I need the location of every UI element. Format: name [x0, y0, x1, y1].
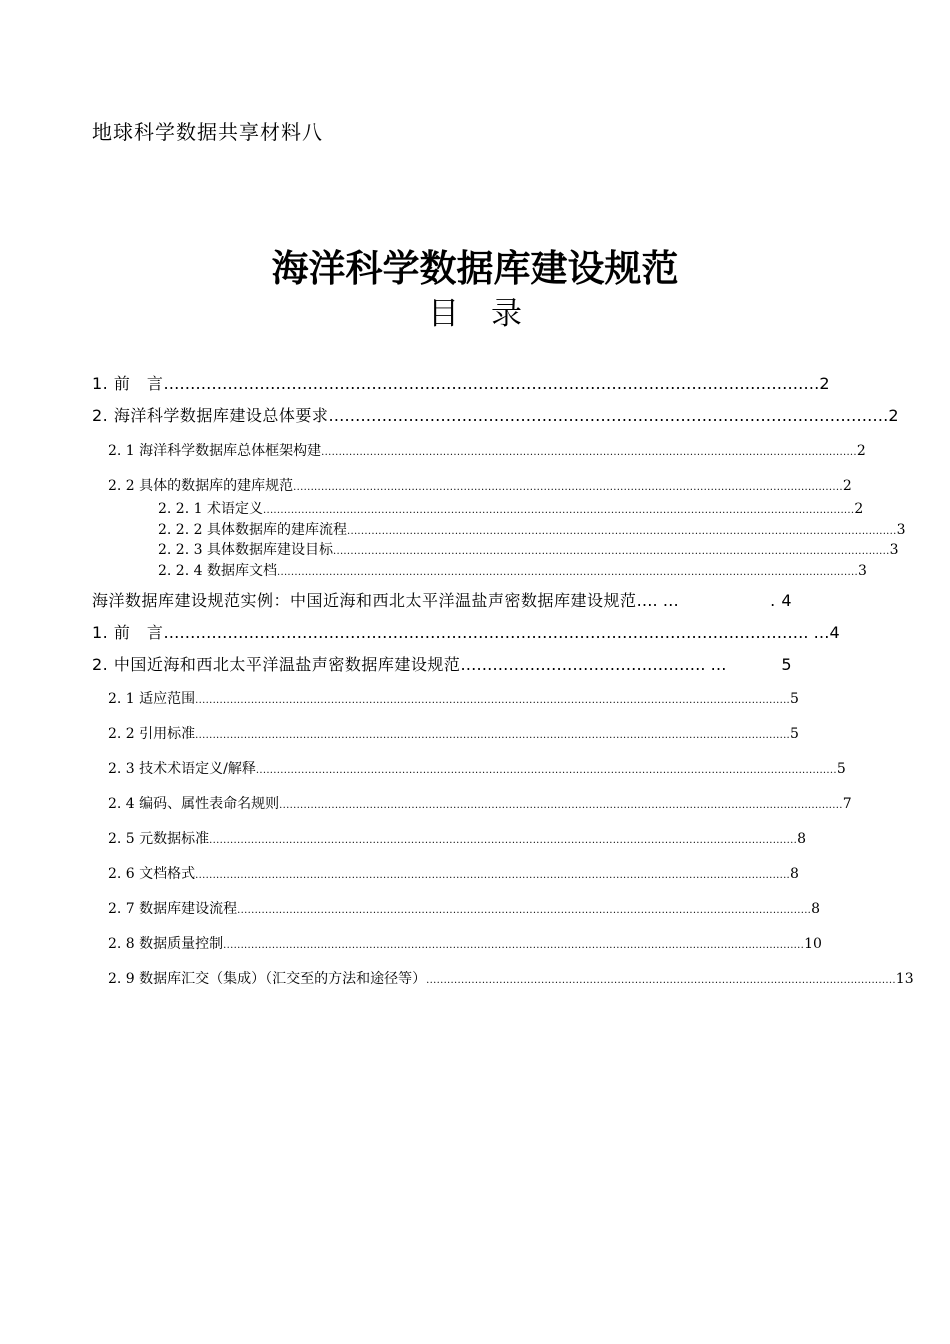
toc-entry-title: 海洋数据库建设规范实例：中国近海和西北太平洋温盐声密数据库建设规范 — [92, 591, 637, 610]
toc-entry-leader: ....................................................................................................................................... — [426, 975, 896, 986]
document-header: 地球科学数据共享材料八 — [92, 120, 323, 144]
toc-entry[interactable] — [92, 620, 841, 643]
toc-heading: 目录 — [428, 296, 554, 332]
toc-entry-leader: ....................................................................................................................................................................... — [276, 567, 858, 578]
toc-entry-leader: ………………………………………. … — [460, 655, 727, 674]
toc-entry-title: 2. 2. 2 具体数据库的建库流程 — [158, 522, 347, 538]
toc-entry-page: 5 — [836, 761, 846, 777]
toc-entry-page: 4 — [829, 623, 841, 642]
toc-entry-page: 2 — [888, 406, 900, 425]
toc-entry-title: 2. 3 技术术语定义/解释 — [108, 761, 256, 777]
toc-entry-page: 5 — [781, 655, 792, 674]
toc-entry-title: 2. 2. 4 数据库文档 — [158, 563, 277, 579]
toc-entry[interactable] — [158, 560, 867, 580]
toc-entry-title: 2. 1 适应范围 — [108, 691, 196, 707]
toc-entry-page: 5 — [790, 691, 799, 707]
toc-entry[interactable] — [92, 588, 792, 611]
toc-entry-page: 2 — [856, 443, 866, 459]
toc-entry-leader: …………………………………………………………………………………………………………. … — [163, 623, 830, 642]
toc-entry-leader: .......................................................................................................................................................................... — [262, 505, 855, 516]
toc-entry-title: 2. 5 元数据标准 — [108, 831, 210, 847]
toc-entry-page: 10 — [804, 936, 822, 952]
toc-entry-page: 8 — [811, 901, 821, 917]
toc-entry-title: 2. 2. 3 具体数据库建设目标 — [158, 542, 333, 558]
toc-entry-page: 3 — [857, 563, 867, 579]
toc-entry-leader: ................................................................................................................................................................ — [332, 546, 890, 557]
toc-entry-title: 2. 2 具体的数据库的建库规范 — [108, 478, 294, 494]
toc-entry-title: 2. 8 数据质量控制 — [108, 936, 224, 952]
toc-entry[interactable] — [108, 758, 846, 778]
toc-entry-leader: …………………………………………………………………………………………………………… — [163, 374, 820, 393]
toc-entry-leader: ..................................................................................................................................................................... — [237, 905, 812, 916]
toc-entry-leader: ........................................................................................................................................................................... — [195, 730, 791, 741]
toc-entry[interactable] — [108, 793, 852, 813]
toc-entry-title: 2. 中国近海和西北太平洋温盐声密数据库建设规范 — [92, 655, 461, 674]
toc-entry[interactable] — [92, 403, 900, 426]
toc-entry-leader: …………………………………………………………………………………………… — [328, 406, 889, 425]
toc-entry[interactable] — [108, 898, 821, 918]
toc-entry-page: 8 — [790, 866, 799, 882]
toc-entry[interactable] — [108, 475, 852, 495]
toc-entry[interactable] — [158, 498, 864, 518]
toc-entry[interactable] — [92, 371, 831, 394]
toc-entry-page: 2 — [842, 478, 852, 494]
toc-entry-leader: …. … — [636, 591, 679, 610]
toc-entry[interactable] — [92, 652, 792, 675]
toc-entry-page: 2 — [819, 374, 831, 393]
toc-entry-leader: ........................................................................................................................................................................... — [195, 695, 791, 706]
toc-entry-title: 1. 前 言 — [92, 623, 164, 642]
toc-entry-leader: ........................................................................................................................................................................... — [195, 870, 791, 881]
toc-entry[interactable] — [108, 723, 799, 743]
toc-entry[interactable] — [108, 968, 914, 988]
toc-entry-title: 2. 2 引用标准 — [108, 726, 196, 742]
toc-entry-title: 2. 4 编码、属性表命名规则 — [108, 796, 280, 812]
document-title: 海洋科学数据库建设规范 — [271, 247, 679, 290]
toc-entry-page: 13 — [895, 971, 914, 987]
toc-entry[interactable] — [108, 440, 866, 460]
toc-entry-title: 2. 9 数据库汇交（集成）（汇交至的方法和途径等） — [108, 971, 427, 987]
toc-entry-leader: .................................................................................................................................................................. — [279, 800, 843, 811]
toc-entry-leader: ....................................................................................................................................................................... — [223, 940, 805, 951]
toc-entry-leader: .............................................................................................................................................................. — [293, 482, 843, 493]
toc-entry-title: 2. 7 数据库建设流程 — [108, 901, 238, 917]
toc-entry-page: 5 — [790, 726, 799, 742]
toc-entry-title: 2. 海洋科学数据库建设总体要求 — [92, 406, 329, 425]
toc-entry[interactable] — [108, 933, 822, 953]
toc-entry-title: 1. 前 言 — [92, 374, 164, 393]
toc-entry[interactable] — [108, 863, 799, 883]
toc-entry-page: 3 — [896, 522, 906, 538]
toc-entry-leader: .............................................................................................................................................................. — [346, 526, 897, 537]
toc-entry-page: . 4 — [770, 591, 792, 610]
toc-entry-page: 2 — [854, 501, 864, 517]
toc-entry[interactable] — [108, 828, 806, 848]
toc-entry-page: 3 — [889, 542, 899, 558]
toc-entry[interactable] — [158, 539, 899, 559]
toc-entry[interactable] — [108, 688, 799, 708]
toc-entry-leader: .......................................................................................................................................................... — [321, 447, 857, 458]
toc-entry-page: 8 — [797, 831, 806, 847]
toc-entry-title: 2. 6 文档格式 — [108, 866, 196, 882]
toc-entry-leader: ......................................................................................................................................................................... — [209, 835, 798, 846]
toc-entry-title: 2. 1 海洋科学数据库总体框架构建 — [108, 443, 322, 459]
toc-entry-leader: ....................................................................................................................................................................... — [255, 765, 837, 776]
toc-entry[interactable] — [158, 519, 906, 539]
toc-entry-title: 2. 2. 1 术语定义 — [158, 501, 263, 517]
toc-entry-page: 7 — [842, 796, 852, 812]
